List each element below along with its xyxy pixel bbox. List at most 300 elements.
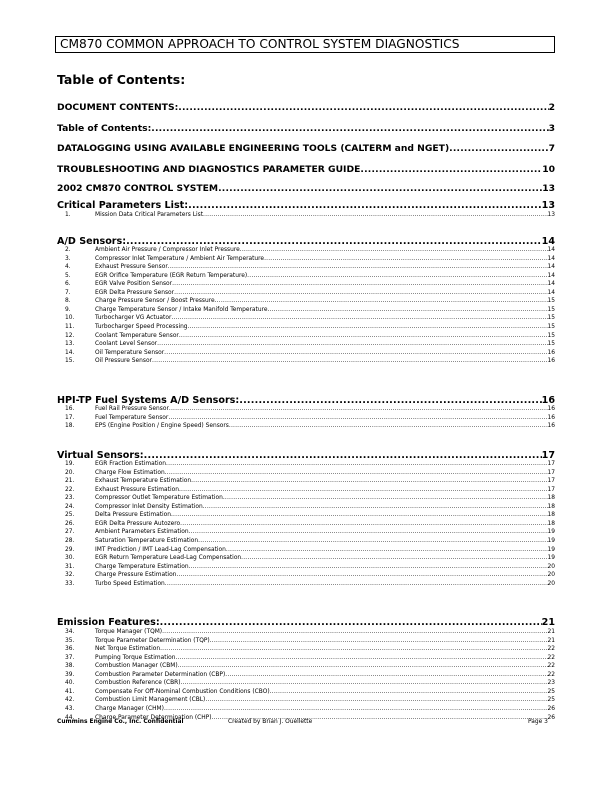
toc-entry-label xyxy=(57,495,223,501)
toc-entry-text: Fuel Rail Pressure Sensor xyxy=(95,406,169,412)
toc-entry-item[interactable] xyxy=(57,629,555,635)
toc-entry-page: 15 xyxy=(547,341,555,348)
toc-entry-item[interactable] xyxy=(57,487,555,493)
dot-leader xyxy=(157,341,547,347)
toc-entry-label xyxy=(57,290,174,296)
toc-entry-text: IMT Prediction / IMT Lead-Lag Compensation xyxy=(95,546,226,553)
toc-entry-number: 35. xyxy=(65,637,75,644)
toc-entry-label xyxy=(57,212,203,218)
dot-leader xyxy=(165,470,548,476)
toc-entry-text: Charge Flow Estimation xyxy=(95,469,165,476)
toc-entry-text: Charge Temperature Sensor / Intake Manifold Temperature xyxy=(95,306,268,313)
toc-entry-page: 18 xyxy=(547,495,555,502)
toc-entry-page: 14 xyxy=(547,255,555,262)
dot-leader xyxy=(160,617,542,628)
toc-entry-text: Mission Data Critical Parameters List xyxy=(95,212,204,218)
dot-leader xyxy=(171,315,547,321)
toc-entry-number: 29. xyxy=(65,546,75,553)
toc-entry-page: 22 xyxy=(547,671,555,678)
toc-entry-page: 17 xyxy=(547,486,555,493)
toc-entry-page: 15 xyxy=(547,315,555,322)
toc-entry-label xyxy=(57,487,179,493)
dot-leader xyxy=(152,358,548,364)
toc-entry-item[interactable] xyxy=(57,521,555,527)
toc-entry-label xyxy=(57,629,162,635)
toc-entry-page: 14 xyxy=(547,247,555,253)
toc-entry-label xyxy=(57,307,268,313)
toc-entry-number: 18. xyxy=(65,423,75,430)
toc-entry-page: 14 xyxy=(541,236,555,247)
toc-entry-label xyxy=(57,341,157,347)
toc-entry-number: 32. xyxy=(65,572,75,579)
toc-entry-label xyxy=(57,315,171,321)
dot-leader xyxy=(270,689,548,695)
toc-entry-text: Pumping Torque Estimation xyxy=(95,654,176,661)
toc-entry-label xyxy=(57,555,241,561)
toc-entry-top[interactable] xyxy=(57,164,555,175)
toc-entry-item[interactable] xyxy=(57,547,555,553)
toc-entry-page: 14 xyxy=(547,289,555,296)
toc-entry-label xyxy=(57,672,225,678)
toc-entry-item[interactable] xyxy=(57,358,555,364)
toc-entry-page: 14 xyxy=(547,272,555,279)
toc-entry-number: 43. xyxy=(65,705,75,712)
toc-entry-page: 16 xyxy=(541,395,555,406)
toc-entry-page: 26 xyxy=(547,714,555,721)
toc-entry-page: 18 xyxy=(547,503,555,510)
toc-entry-item[interactable] xyxy=(57,470,555,476)
toc-entry-top[interactable] xyxy=(57,123,555,134)
toc-entry-item[interactable] xyxy=(57,290,555,296)
dot-leader xyxy=(181,680,548,686)
dot-leader xyxy=(164,706,548,712)
dot-leader xyxy=(179,487,548,493)
toc-entry-text: Exhaust Pressure Sensor xyxy=(95,264,168,271)
dot-leader xyxy=(178,663,548,669)
toc-entry-label xyxy=(57,298,215,304)
toc-entry-label xyxy=(57,572,176,578)
dot-leader xyxy=(164,350,547,356)
toc-entry-item[interactable] xyxy=(57,706,555,712)
toc-entry-page: 18 xyxy=(547,512,555,519)
toc-entry-text: EGR Delta Pressure Sensor xyxy=(95,289,175,296)
toc-entry-page: 14 xyxy=(547,281,555,288)
toc-entry-number: 30. xyxy=(65,555,75,562)
toc-entry-page: 23 xyxy=(547,680,555,687)
toc-entry-label xyxy=(57,333,179,339)
toc-entry-item[interactable] xyxy=(57,512,555,518)
dot-leader xyxy=(189,564,548,570)
toc-entry-number: 14. xyxy=(65,349,75,356)
toc-entry-number: 44. xyxy=(65,714,75,721)
dot-leader xyxy=(241,555,547,561)
toc-entry-page: 19 xyxy=(547,546,555,553)
toc-entry-page: 17 xyxy=(547,478,555,485)
toc-entry-number: 26. xyxy=(65,520,75,527)
toc-entry-label: HPI-TP Fuel Systems A/D Sensors: xyxy=(57,395,240,406)
toc-entry-label xyxy=(57,564,189,570)
toc-entry-number: 4. xyxy=(65,264,71,271)
dot-leader xyxy=(205,697,547,703)
toc-entry-item[interactable] xyxy=(57,406,555,412)
toc-entry-label xyxy=(57,350,164,356)
toc-entry-text: Ambient Air Pressure / Compressor Inlet Pressure xyxy=(95,247,240,253)
toc-entry-number: 15. xyxy=(65,358,75,365)
toc-entry-label xyxy=(57,470,165,476)
toc-entry-number: 33. xyxy=(65,580,75,587)
toc-entry-number: 5. xyxy=(65,272,71,279)
toc-entry-page: 16 xyxy=(547,423,555,430)
toc-entry-label: Table of Contents: xyxy=(57,123,152,134)
toc-entry-number: 11. xyxy=(65,323,75,330)
toc-entry-item[interactable] xyxy=(57,529,555,535)
toc-entry-item[interactable] xyxy=(57,298,555,304)
dot-leader xyxy=(188,324,548,330)
toc-entry-text: EPS (Engine Position / Engine Speed) Sensors xyxy=(95,423,229,430)
toc-entry-text: EGR Valve Position Sensor xyxy=(95,281,173,288)
toc-entry-item[interactable] xyxy=(57,638,555,644)
toc-entry-label xyxy=(57,646,160,652)
toc-entry-page: 21 xyxy=(547,629,555,635)
dot-leader xyxy=(174,290,547,296)
toc-entry-label xyxy=(57,697,205,703)
toc-entry-label xyxy=(57,247,240,253)
toc-entry-item[interactable] xyxy=(57,581,555,587)
dot-leader xyxy=(179,333,548,339)
dot-leader xyxy=(178,102,548,113)
toc-entry-label xyxy=(57,655,176,661)
toc-entry-page: 20 xyxy=(547,580,555,587)
toc-entry-item[interactable] xyxy=(57,256,555,262)
dot-leader xyxy=(239,395,541,406)
dot-leader xyxy=(191,478,547,484)
toc-entry-label xyxy=(57,529,189,535)
toc-entry-text: EGR Fraction Estimation xyxy=(95,461,167,467)
toc-entry-item[interactable] xyxy=(57,672,555,678)
toc-entry-number: 23. xyxy=(65,495,75,502)
toc-entry-number: 37. xyxy=(65,654,75,661)
toc-entry-item[interactable] xyxy=(57,315,555,321)
toc-entry-number: 19. xyxy=(65,461,75,467)
dot-leader xyxy=(226,547,548,553)
toc-entry-label xyxy=(57,273,247,279)
toc-entry-text: Turbo Speed Estimation xyxy=(95,580,165,587)
toc-entry-label xyxy=(57,538,198,544)
toc-entry-number: 3. xyxy=(65,255,71,262)
toc-entry-number: 28. xyxy=(65,537,75,544)
dot-leader xyxy=(176,572,547,578)
dot-leader xyxy=(162,629,547,635)
toc-entry-page: 15 xyxy=(547,298,555,305)
toc-entry-item[interactable] xyxy=(57,689,555,695)
toc-entry-page: 22 xyxy=(547,646,555,653)
toc-entry-page: 17 xyxy=(547,469,555,476)
toc-section-heading[interactable] xyxy=(57,200,555,211)
toc-entry-text: Combustion Parameter Determination (CBP) xyxy=(95,671,226,678)
toc-entry-label: DATALOGGING USING AVAILABLE ENGINEERING TOOLS (CALTERM and NGET) xyxy=(57,143,450,154)
toc-entry-number: 12. xyxy=(65,332,75,339)
toc-entry-text: Coolant Level Sensor xyxy=(95,341,158,348)
toc-entry-text: Combustion Manager (CBM) xyxy=(95,663,178,670)
toc-entry-text: Compensate For Off-Nominal Combustion Conditions (CBO) xyxy=(95,688,270,695)
toc-section-heading[interactable] xyxy=(57,395,555,406)
toc-entry-number: 25. xyxy=(65,512,75,519)
dot-leader xyxy=(449,143,548,154)
toc-entry-label xyxy=(57,512,171,518)
dot-leader xyxy=(240,247,548,253)
toc-entry-text: Ambient Parameters Estimation xyxy=(95,529,189,536)
toc-entry-text: Fuel Temperature Sensor xyxy=(95,414,169,421)
toc-entry-page: 16 xyxy=(547,358,555,365)
toc-entry-text: Exhaust Temperature Estimation xyxy=(95,478,192,485)
toc-entry-item[interactable] xyxy=(57,324,555,330)
toc-entry-number: 8. xyxy=(65,298,71,305)
toc-entry-page: 17 xyxy=(541,450,555,461)
toc-entry-text: Oil Temperature Sensor xyxy=(95,349,165,356)
toc-entry-label: 2002 CM870 CONTROL SYSTEM xyxy=(57,183,219,194)
dot-leader xyxy=(225,672,547,678)
toc-entry-page: 19 xyxy=(547,529,555,536)
toc-entry-label: Emission Features: xyxy=(57,617,160,628)
toc-entry-label xyxy=(57,281,172,287)
toc-entry-page: 17 xyxy=(547,461,555,467)
toc-entry-item[interactable] xyxy=(57,538,555,544)
dot-leader xyxy=(360,164,542,175)
dot-leader xyxy=(126,236,542,247)
toc-entry-item[interactable] xyxy=(57,461,555,467)
toc-entry-label xyxy=(57,680,181,686)
toc-entry-item[interactable] xyxy=(57,415,555,421)
toc-entry-label: DOCUMENT CONTENTS: xyxy=(57,102,179,113)
footer-page-number: Page 3 xyxy=(528,719,548,725)
toc-entry-number: 20. xyxy=(65,469,75,476)
toc-entry-item[interactable] xyxy=(57,663,555,669)
toc-entry-item[interactable] xyxy=(57,264,555,270)
toc-entry-label xyxy=(57,358,152,364)
toc-entry-item[interactable] xyxy=(57,697,555,703)
toc-entry-page: 14 xyxy=(547,264,555,271)
toc-entry-label xyxy=(57,423,229,429)
toc-entry-text: Torque Parameter Determination (TQP) xyxy=(95,637,210,644)
toc-entry-label xyxy=(57,663,178,669)
toc-entry-page: 16 xyxy=(547,349,555,356)
footer-author: Created by Brian J. Ouellette xyxy=(228,719,313,725)
toc-entry-item[interactable] xyxy=(57,281,555,287)
toc-entry-page: 21 xyxy=(541,617,555,628)
toc-entry-label: A/D Sensors: xyxy=(57,236,127,247)
toc-entry-item[interactable] xyxy=(57,504,555,510)
dot-leader xyxy=(172,281,547,287)
toc-entry-number: 9. xyxy=(65,306,71,313)
toc-entry-top[interactable] xyxy=(57,102,555,113)
toc-section-heading[interactable] xyxy=(57,450,555,461)
toc-entry-top[interactable] xyxy=(57,183,555,194)
toc-entry-label xyxy=(57,521,180,527)
toc-entry-label xyxy=(57,324,188,330)
dot-leader xyxy=(168,264,548,270)
toc-entry-item[interactable] xyxy=(57,350,555,356)
toc-entry-number: 31. xyxy=(65,563,75,570)
dot-leader xyxy=(223,495,548,501)
toc-entry-label: Virtual Sensors: xyxy=(57,450,144,461)
toc-entry-page: 19 xyxy=(547,555,555,562)
toc-entry-number: 2. xyxy=(65,247,71,253)
toc-entry-page: 22 xyxy=(547,654,555,661)
dot-leader xyxy=(169,406,548,412)
toc-entry-item[interactable] xyxy=(57,646,555,652)
dot-leader xyxy=(218,183,542,194)
toc-entry-item[interactable] xyxy=(57,555,555,561)
toc-entry-page: 16 xyxy=(547,406,555,412)
dot-leader xyxy=(151,123,548,134)
toc-entry-item[interactable] xyxy=(57,564,555,570)
toc-entry-label xyxy=(57,638,210,644)
dot-leader xyxy=(198,538,547,544)
toc-entry-number: 41. xyxy=(65,688,75,695)
toc-entry-item[interactable] xyxy=(57,247,555,253)
toc-entry-item[interactable] xyxy=(57,478,555,484)
toc-entry-label: Critical Parameters List: xyxy=(57,200,189,211)
toc-entry-text: Delta Pressure Estimation xyxy=(95,512,171,519)
toc-entry-label xyxy=(57,478,191,484)
toc-entry-item[interactable] xyxy=(57,655,555,661)
toc-section-heading[interactable] xyxy=(57,236,555,247)
toc-entry-text: Charge Manager (CHM) xyxy=(95,705,164,712)
toc-entry-item[interactable] xyxy=(57,273,555,279)
toc-entry-number: 42. xyxy=(65,697,75,704)
toc-entry-label xyxy=(57,264,168,270)
toc-entry-text: Compressor Inlet Density Estimation xyxy=(95,503,203,510)
toc-entry-label xyxy=(57,504,203,510)
toc-entry-page: 15 xyxy=(547,332,555,339)
toc-entry-item[interactable] xyxy=(57,333,555,339)
toc-entry-number: 27. xyxy=(65,529,75,536)
dot-leader xyxy=(268,307,548,313)
toc-title: Table of Contents: xyxy=(57,72,186,87)
toc-entry-number: 38. xyxy=(65,663,75,670)
toc-entry-number: 40. xyxy=(65,680,75,687)
toc-entry-label xyxy=(57,256,264,262)
toc-entry-number: 36. xyxy=(65,646,75,653)
toc-entry-item[interactable] xyxy=(57,212,555,218)
dot-leader xyxy=(229,423,548,429)
toc-entry-top[interactable] xyxy=(57,143,555,154)
toc-entry-page: 13 xyxy=(541,200,555,211)
toc-entry-number: 16. xyxy=(65,406,75,412)
toc-entry-label xyxy=(57,689,270,695)
toc-entry-text: Combustion Limit Management (CBL) xyxy=(95,697,206,704)
toc-entry-page: 13 xyxy=(542,183,555,194)
toc-entry-item[interactable] xyxy=(57,680,555,686)
toc-entry-number: 13. xyxy=(65,341,75,348)
toc-entry-text: Charge Parameter Determination (CHP) xyxy=(95,714,212,721)
toc-entry-text: Charge Temperature Estimation xyxy=(95,563,189,570)
toc-entry-page: 3 xyxy=(548,123,555,134)
dot-leader xyxy=(210,638,548,644)
toc-entry-text: EGR Orifice Temperature (EGR Return Temperature) xyxy=(95,272,248,279)
dot-leader xyxy=(188,200,542,211)
toc-entry-page: 19 xyxy=(547,537,555,544)
toc-entry-number: 10. xyxy=(65,315,75,322)
toc-section-heading[interactable] xyxy=(57,617,555,628)
toc-entry-page: 7 xyxy=(548,143,555,154)
dot-leader xyxy=(215,298,548,304)
toc-entry-item[interactable] xyxy=(57,307,555,313)
toc-entry-text: EGR Delta Pressure Autozero xyxy=(95,520,181,527)
toc-entry-label xyxy=(57,461,166,467)
toc-entry-text: Oil Pressure Sensor xyxy=(95,358,152,365)
toc-entry-label xyxy=(57,547,226,553)
toc-entry-page: 20 xyxy=(547,563,555,570)
toc-entry-label: TROUBLESHOOTING AND DIAGNOSTICS PARAMETER GUIDE xyxy=(57,164,361,175)
toc-entry-number: 39. xyxy=(65,671,75,678)
toc-entry-page: 15 xyxy=(547,323,555,330)
toc-entry-text: Coolant Temperature Sensor xyxy=(95,332,179,339)
toc-entry-item[interactable] xyxy=(57,423,555,429)
toc-entry-label xyxy=(57,406,169,412)
toc-entry-number: 1. xyxy=(65,212,71,218)
toc-entry-item[interactable] xyxy=(57,572,555,578)
toc-entry-page: 26 xyxy=(547,705,555,712)
dot-leader xyxy=(168,415,547,421)
dot-leader xyxy=(247,273,547,279)
toc-entry-number: 6. xyxy=(65,281,71,288)
toc-entry-page: 18 xyxy=(547,520,555,527)
toc-entry-text: Torque Manager (TQM) xyxy=(95,629,163,635)
dot-leader xyxy=(176,655,548,661)
toc-entry-page: 25 xyxy=(547,697,555,704)
dot-leader xyxy=(264,256,547,262)
toc-entry-page: 20 xyxy=(547,572,555,579)
toc-entry-text: EGR Return Temperature Lead-Lag Compensation xyxy=(95,555,242,562)
toc-entry-page: 21 xyxy=(547,637,555,644)
toc-entry-text: Turbocharger VG Actuator xyxy=(95,315,172,322)
dot-leader xyxy=(203,212,547,218)
toc-entry-number: 24. xyxy=(65,503,75,510)
toc-entry-item[interactable] xyxy=(57,341,555,347)
dot-leader xyxy=(189,529,548,535)
dot-leader xyxy=(171,512,548,518)
toc-entry-text: Turbocharger Speed Processing xyxy=(95,323,188,330)
toc-entry-number: 17. xyxy=(65,414,75,421)
toc-entry-text: Exhaust Pressure Estimation xyxy=(95,486,179,493)
toc-entry-label xyxy=(57,415,168,421)
toc-entry-page: 16 xyxy=(547,414,555,421)
dot-leader xyxy=(165,581,548,587)
toc-entry-page: 15 xyxy=(547,306,555,313)
toc-entry-number: 34. xyxy=(65,629,75,635)
toc-entry-text: Compressor Inlet Temperature / Ambient Air Temperature xyxy=(95,255,265,262)
toc-entry-text: Net Torque Estimation xyxy=(95,646,161,653)
toc-entry-item[interactable] xyxy=(57,495,555,501)
toc-entry-page: 22 xyxy=(547,663,555,670)
toc-entry-text: Charge Pressure Estimation xyxy=(95,572,177,579)
toc-entry-number: 7. xyxy=(65,289,71,296)
toc-entry-number: 22. xyxy=(65,486,75,493)
footer-confidential: Cummins Engine Co., Inc. Confidential xyxy=(57,719,184,725)
dot-leader xyxy=(144,450,542,461)
dot-leader xyxy=(160,646,547,652)
dot-leader xyxy=(166,461,547,467)
toc-entry-page: 10 xyxy=(542,164,555,175)
toc-entry-text: Compressor Outlet Temperature Estimation xyxy=(95,495,223,502)
dot-leader xyxy=(180,521,547,527)
toc-entry-page: 25 xyxy=(547,688,555,695)
toc-entry-text: Saturation Temperature Estimation xyxy=(95,537,199,544)
toc-entry-number: 21. xyxy=(65,478,75,485)
dot-leader xyxy=(203,504,548,510)
toc-entry-label xyxy=(57,706,164,712)
